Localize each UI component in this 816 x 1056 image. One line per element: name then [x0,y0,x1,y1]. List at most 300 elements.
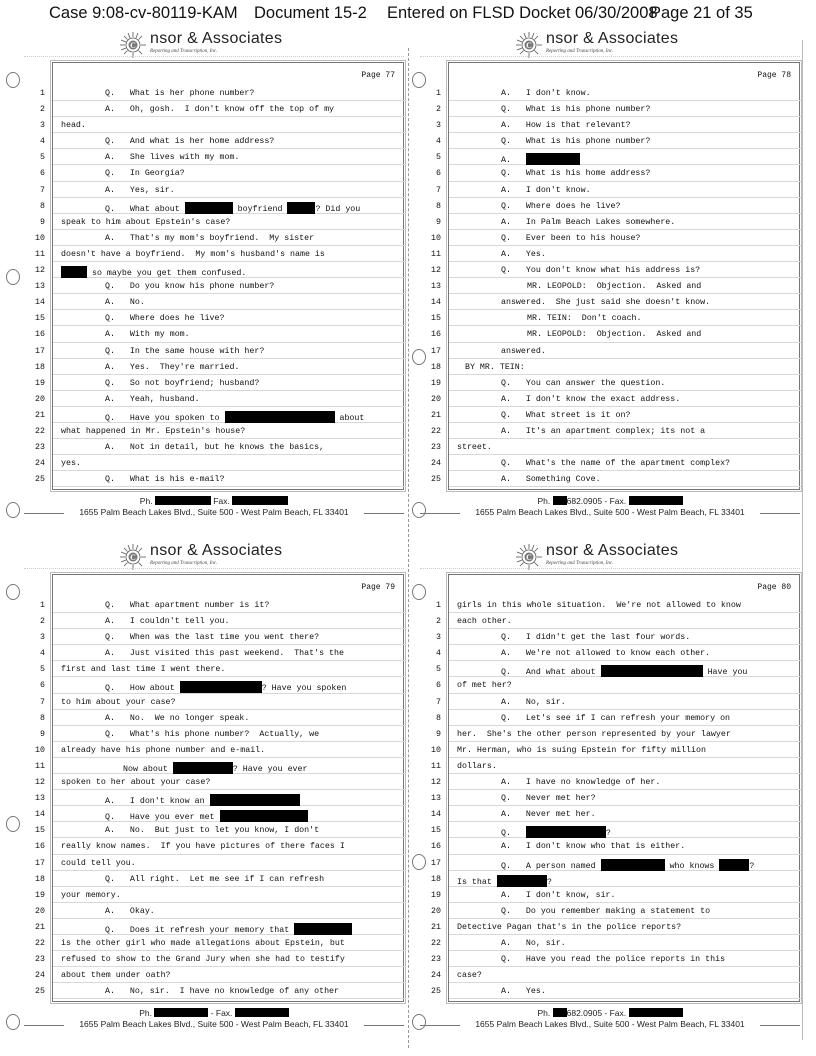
text-segment: Q. Have you ever met [105,813,220,823]
line-number: 10 [431,745,441,755]
transcript-line [431,774,801,790]
text-segment: Q. In the same house with her? [105,346,265,356]
line-number: 20 [431,906,441,916]
transcript-lines [35,85,405,487]
line-number: 1 [436,601,441,610]
text-segment: A. No, sir. I have no knowledge of any other [105,987,340,997]
transcript-line [436,645,801,661]
transcript-line [436,214,801,230]
line-number: 2 [436,617,441,627]
redaction-block [173,762,233,774]
line-number: 20 [35,906,45,916]
redaction-block [180,681,262,693]
logo-subtitle: Reporting and Transcription, Inc. [150,561,218,566]
line-number: 4 [40,137,45,147]
line-text [527,314,642,323]
line-number: 22 [35,938,45,948]
line-text [527,282,701,291]
transcript-line [35,967,405,983]
footer-rule-left [420,1025,460,1026]
transcript-line [40,726,405,742]
text-segment: A. No. But just to let you know, I don't [105,826,320,836]
reporter-footer [24,496,404,517]
binder-hole [412,584,426,600]
text-segment: Detective Pagan that's in the police reports? [457,922,682,932]
text-segment: A. I have no knowledge of her. [501,778,661,788]
text-segment: answered. [501,346,546,356]
line-number: 3 [40,633,45,643]
redaction-block [526,826,606,838]
text-segment: Q. What's his phone number? Actually, we [105,729,320,739]
page-indicator: Page 21 of 35 [650,4,753,22]
redaction-block [185,202,233,214]
line-number: 5 [40,153,45,163]
line-text [457,923,681,932]
line-number: 13 [35,282,45,292]
document-number: Document 15-2 [254,4,367,22]
line-text [501,665,747,677]
text-segment: Q. What is his phone number? [501,137,651,147]
text-segment: ? [546,877,552,887]
line-number: 16 [431,842,441,852]
text-segment: A. No. We no longer speak. [105,713,250,723]
transcript-line [40,133,405,149]
line-number: 16 [35,330,45,340]
transcript-sheet-4 [420,540,800,1040]
line-text [105,681,346,693]
text-segment: Q. What is his phone number? [501,105,651,115]
transcript-line [431,343,801,359]
transcript-line [35,407,405,423]
transcript-line [431,278,801,294]
text-segment: A. Yes. They're married. [105,362,240,372]
text-segment: A. I don't know an [105,797,210,807]
line-number: 12 [35,266,45,276]
line-number: 8 [40,713,45,723]
redaction-block [497,875,547,887]
text-segment: Q. What is his e-mail? [105,475,225,485]
text-segment: really know names. If you have pictures of there faces I [61,842,345,852]
line-number: 14 [431,298,441,308]
line-text [105,234,314,243]
transcript-line [436,661,801,678]
redaction-block [155,496,211,505]
line-number: 6 [436,169,441,179]
line-number: 3 [436,121,441,131]
text-segment: A. In Palm Beach Lakes somewhere. [501,217,676,227]
transcript-line [431,294,801,310]
text-segment: A. I don't know. [501,185,591,195]
redaction-block [553,1008,567,1017]
line-number: 21 [35,922,45,932]
line-text [457,875,552,887]
logo-name: nsor & Associates [150,30,283,47]
text-segment: Q. Never met her? [501,794,596,804]
line-text [105,475,225,484]
transcript-box [35,62,404,490]
redaction-block [526,153,580,165]
text-segment: Now about [123,764,173,774]
transcript-page-number: Page 80 [757,583,791,592]
redaction-block [294,923,352,935]
line-number: 25 [35,475,45,485]
line-text [105,714,249,723]
footer-rule-left [24,1025,64,1026]
line-text [105,137,274,146]
footer-address: 1655 Palm Beach Lakes Blvd., Suite 500 - West Palm Beach, FL 33401 [475,507,745,517]
text-segment: what happened in Mr. Epstein's house? [61,426,246,436]
text-segment: A. No, sir. [501,697,566,707]
line-number: 13 [431,794,441,804]
line-number: 11 [35,761,45,771]
text-segment: Q. What street is it on? [501,410,631,420]
transcript-line [431,919,801,935]
line-text [123,762,307,774]
text-segment: Q. [501,829,526,839]
text-segment: each other. [457,617,512,627]
binder-hole [412,349,426,365]
line-text [501,698,566,707]
line-number: 19 [431,890,441,900]
transcript-line [40,182,405,198]
transcript-sheet-1 [24,28,404,528]
svg-text:C: C [526,41,532,50]
text-segment: Q. You can answer the question. [501,378,666,388]
line-number: 25 [431,475,441,485]
redaction-block [601,859,665,871]
transcript-line [35,391,405,407]
transcript-line [35,935,405,951]
binder-hole [6,72,20,88]
text-segment: ? Have you ever [232,764,308,774]
text-segment: Q. Let's see if I can refresh your memory on [501,713,731,723]
line-text [501,955,725,964]
transcript-line [40,101,405,117]
line-text [105,363,239,372]
line-text [61,891,121,900]
transcript-line [431,471,801,487]
transcript-line [431,790,801,806]
line-number: 23 [431,955,441,965]
transcript-line [436,117,801,133]
transcript-line [436,726,801,742]
text-segment: A. How is that relevant? [501,121,631,131]
line-number: 22 [431,426,441,436]
text-segment: Fax. [210,496,233,506]
text-segment: Q. Do you remember making a statement to [501,906,711,916]
line-text [61,250,325,259]
line-number: 7 [40,697,45,707]
logo-rule [420,568,800,569]
line-number: 23 [35,955,45,965]
text-segment: A. I don't know. [501,89,591,98]
text-segment: Q. You don't know what his address is? [501,266,701,276]
text-segment: A. Something Cove. [501,475,601,485]
transcript-line [35,919,405,935]
transcript-line [40,198,405,214]
text-segment: A. Yes. [501,987,546,997]
line-text [105,810,308,822]
transcript-line [35,790,405,807]
text-segment: speak to him about Epstein's case? [61,217,231,227]
binder-hole [412,854,426,870]
redaction-block [719,859,749,871]
transcript-line [431,326,801,342]
transcript-lines [35,597,405,999]
footer-phone-fax [420,496,800,507]
line-number: 8 [40,201,45,211]
text-segment: head. [61,121,86,131]
line-text [501,939,566,948]
text-segment: boyfriend [232,204,288,214]
text-segment: A. She lives with my mom. [105,153,240,163]
transcript-line [436,133,801,149]
text-segment: of met her? [457,681,512,691]
text-segment: A. That's my mom's boyfriend. My sister [105,233,315,243]
redaction-block [287,202,315,214]
line-text [457,762,497,771]
text-segment: A. Yes. [501,249,546,259]
binder-hole [412,72,426,88]
text-segment: A. Just visited this past weekend. That's the [105,649,344,659]
transcript-line [40,694,405,710]
transcript-box [431,62,800,490]
text-segment: A. No. [105,298,145,308]
line-number: 22 [431,938,441,948]
line-text [457,617,512,626]
text-segment: A. Okay. [105,906,155,916]
footer-address: 1655 Palm Beach Lakes Blvd., Suite 500 - West Palm Beach, FL 33401 [79,1019,349,1029]
transcript-line [35,822,405,838]
logo-subtitle: Reporting and Transcription, Inc. [546,561,614,566]
line-number: 1 [436,89,441,98]
transcript-line [35,262,405,279]
text-segment: her. She's the other person represented by your lawyer [457,729,731,739]
text-segment: Is that [457,877,497,887]
text-segment: A. I couldn't tell you. [105,617,230,627]
text-segment: Q. And what is her home address? [105,137,275,147]
transcript-line [40,645,405,661]
line-text [501,395,680,404]
line-text [105,379,259,388]
line-text [501,105,650,114]
line-text [501,202,621,211]
line-text [501,250,546,259]
line-number: 21 [431,922,441,932]
text-segment: - Fax. [208,1008,235,1018]
line-number: 23 [35,443,45,453]
binder-hole [6,584,20,600]
line-number: 13 [35,794,45,804]
text-segment: who knows [664,861,720,871]
transcript-line [35,423,405,439]
line-number: 7 [436,697,441,707]
binder-hole [6,269,20,285]
line-number: 7 [436,185,441,195]
transcript-line [436,149,801,166]
transcript-line [431,262,801,278]
transcript-line [431,935,801,951]
line-text [105,169,185,178]
logo-name: nsor & Associates [150,542,283,559]
text-segment: Q. Where does he live? [105,314,225,324]
line-text [105,202,360,214]
text-segment: Q. A person named [501,861,601,871]
line-number: 6 [40,681,45,691]
binder-hole [6,502,20,518]
transcript-line [35,871,405,887]
transcript-line [431,983,801,999]
text-segment: doesn't have a boyfriend. My mom's husband's name is [61,249,325,259]
line-text [61,939,345,948]
line-number: 23 [431,443,441,453]
text-segment: BY MR. TEIN: [465,362,525,372]
transcript-line [35,742,405,758]
line-text [501,218,675,227]
transcript-line [436,198,801,214]
text-segment: 682.0905 - Fax. [566,496,629,506]
line-text [105,794,300,806]
footer-rule-right [364,513,404,514]
text-segment: Ph. [139,1008,155,1018]
text-segment: A. Never met her. [501,810,596,820]
transcript-line [40,629,405,645]
transcript-page-number: Page 78 [757,71,791,80]
transcript-line [431,822,801,839]
line-number: 18 [431,874,441,884]
text-segment: street. [457,443,492,453]
line-number: 2 [40,105,45,115]
redaction-block [61,266,87,278]
text-segment: MR. LEOPOLD: Objection. Asked and [527,330,702,340]
line-text [105,298,145,307]
line-number: 21 [431,410,441,420]
transcript-line [40,165,405,181]
transcript-line [40,677,405,694]
transcript-page-number: Page 79 [361,583,395,592]
line-text [501,379,665,388]
footer-rule-right [760,513,800,514]
line-text [61,842,345,851]
line-text [105,649,344,658]
line-text [61,427,245,436]
line-number: 14 [431,810,441,820]
text-segment: A. I don't know who that is either. [501,842,686,852]
footer-rule-right [760,1025,800,1026]
line-text [501,89,591,98]
line-text [61,971,171,980]
text-segment: Mr. Herman, who is suing Epstein for fifty million [457,745,706,755]
svg-text:C: C [526,553,532,562]
line-text [105,395,200,404]
binder-hole [6,816,20,832]
transcript-line [35,983,405,999]
text-segment: Ph. [537,1008,553,1018]
line-text [501,153,580,165]
redaction-block [154,1008,208,1017]
line-number: 17 [431,858,441,868]
transcript-line [436,613,801,629]
line-number: 24 [35,971,45,981]
transcript-line [436,710,801,726]
text-segment: MR. LEOPOLD: Objection. Asked and [527,282,702,292]
line-text [501,427,705,436]
footer-phone-fax [420,1008,800,1019]
transcript-sheet-3 [24,540,404,1040]
text-segment: Q. What's the name of the apartment complex? [501,459,731,469]
text-segment: Q. All right. Let me see if I can refresh [105,874,325,884]
line-number: 12 [431,266,441,276]
line-text [105,875,324,884]
footer-rule-left [420,513,460,514]
line-number: 2 [436,105,441,115]
redaction-block [601,665,703,677]
transcript-page-number: Page 77 [361,71,395,80]
transcript-lines [431,85,801,487]
text-segment: A. It's an apartment complex; its not a [501,426,706,436]
line-number: 25 [431,987,441,997]
text-segment: Q. What apartment number is it? [105,601,270,610]
line-number: 16 [431,330,441,340]
line-number: 2 [40,617,45,627]
case-number: Case 9:08-cv-80119-KAM [49,4,238,22]
line-text [501,907,710,916]
transcript-line [431,758,801,774]
line-number: 9 [436,217,441,227]
text-segment: Q. So not boyfriend; husband? [105,378,260,388]
line-text [501,859,754,871]
line-text [501,778,660,787]
line-number: 15 [431,826,441,836]
line-text [527,330,701,339]
transcript-line [35,758,405,774]
text-segment: ? [605,829,611,839]
line-text [105,314,225,323]
text-segment: dollars. [457,761,497,771]
transcript-line [35,375,405,391]
footer-rule-right [364,1025,404,1026]
line-number: 5 [40,665,45,675]
transcript-line [35,951,405,967]
logo-subtitle: Reporting and Transcription, Inc. [546,49,614,54]
text-segment: A. I don't know the exact address. [501,394,681,404]
line-number: 6 [40,169,45,179]
transcript-line [40,214,405,230]
line-text [457,443,492,452]
redaction-block [225,411,335,423]
line-text [465,363,525,372]
text-segment: is the other girl who made allegations about Epstein, but [61,938,345,948]
line-number: 19 [431,378,441,388]
text-segment: could tell you. [61,858,136,868]
text-segment: Ph. [537,496,553,506]
line-text [501,810,596,819]
line-text [61,665,225,674]
text-segment: A. No, sir. [501,938,566,948]
redaction-block [235,1008,289,1017]
transcript-line [40,661,405,677]
line-number: 19 [35,378,45,388]
text-segment: Q. Ever been to his house? [501,233,641,243]
line-text [61,266,246,278]
line-text [61,459,81,468]
text-segment: so maybe you get them confused. [87,269,247,279]
text-segment: Have you [702,668,748,678]
transcript-line [35,455,405,471]
transcript-line [436,694,801,710]
line-text [501,169,650,178]
transcript-box [35,574,404,1002]
